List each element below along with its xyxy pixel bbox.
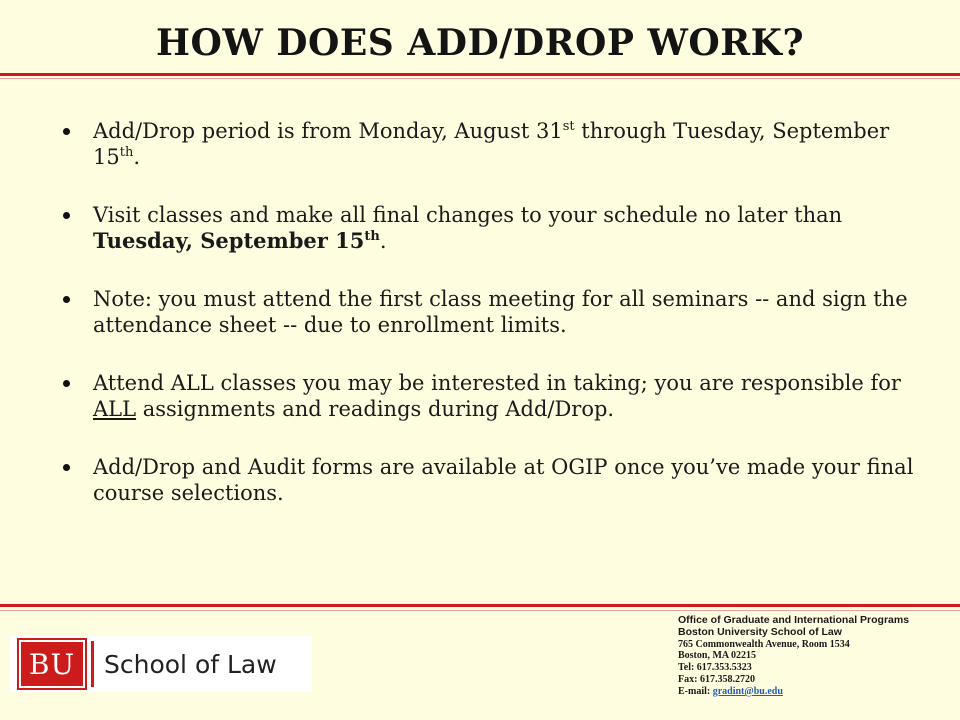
list-item <box>60 202 920 254</box>
bullet-icon <box>63 128 70 135</box>
bu-logo-mark: BU <box>19 640 85 688</box>
street-address: 765 Commonwealth Avenue, Room 1534 <box>678 638 850 650</box>
fax: Fax: 617.358.2720 <box>678 673 755 685</box>
list-item <box>60 370 920 422</box>
logo-text: School of Law <box>104 649 277 679</box>
list-item <box>60 118 920 170</box>
bullet-text: Visit classes and make all final changes to your schedule no later than Tuesday, September 15th. <box>93 203 843 253</box>
contact-info <box>678 615 909 698</box>
bullet-icon <box>63 380 70 387</box>
school-logo <box>10 636 312 692</box>
city-address: Boston, MA 02215 <box>678 650 757 662</box>
bullet-text: Note: you must attend the first class meeting for all seminars -- and sign the attendance sheet -- due to enrollment limits. <box>93 287 908 337</box>
footer-divider-shadow <box>0 610 960 611</box>
bullet-text: Add/Drop and Audit forms are available at OGIP once you’ve made your final course selections. <box>93 455 914 505</box>
title-divider <box>0 73 960 76</box>
bullet-list <box>60 118 920 538</box>
office-name: Office of Graduate and International Programs <box>678 614 910 626</box>
telephone: Tel: 617.353.5323 <box>678 662 752 674</box>
bullet-icon <box>63 464 70 471</box>
email-link[interactable]: gradint@bu.edu <box>712 685 783 697</box>
bullet-text: Add/Drop period is from Monday, August 31st through Tuesday, September 15th. <box>93 119 890 169</box>
school-name: Boston University School of Law <box>678 625 842 638</box>
bullet-icon <box>63 212 70 219</box>
bullet-icon <box>63 296 70 303</box>
title-divider-shadow <box>0 78 960 79</box>
list-item <box>60 454 920 506</box>
footer-divider <box>0 604 960 607</box>
page-title: HOW DOES ADD/DROP WORK? <box>155 22 805 64</box>
list-item <box>60 286 920 338</box>
email-line: E-mail: gradint@bu.edu <box>678 685 783 697</box>
bullet-text: Attend ALL classes you may be interested in taking; you are responsible for ALL assignments and readings during Add/Drop. <box>93 371 901 421</box>
logo-separator <box>91 641 94 687</box>
